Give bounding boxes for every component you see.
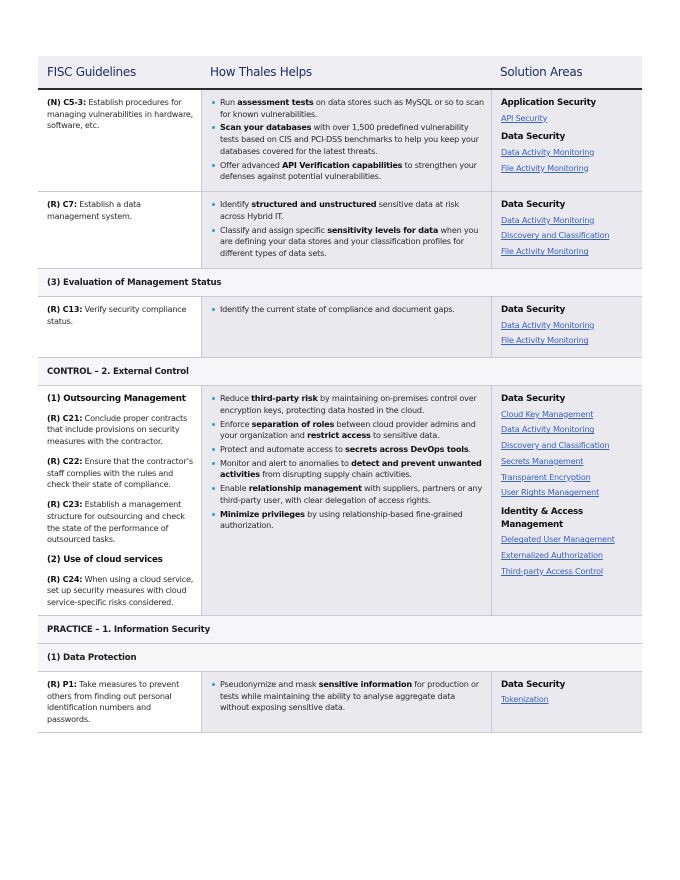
link-third-party-access-control[interactable]: Third-party Access Control [501,565,603,576]
fisc-table [38,56,642,733]
link-file-activity-monitoring[interactable]: File Activity Monitoring [501,335,589,346]
solution-cell [491,90,642,191]
table-row [38,297,642,358]
link-tokenization[interactable]: Tokenization [501,694,549,705]
guideline-cell: (R) C13: Verify security compliance status. [38,297,201,357]
help-list [211,393,485,532]
guideline-item: (R) C22: Ensure that the contractor’s staff complies with the rules and check their state of compliance. [47,455,193,490]
list-item: Run assessment tests on data stores such as MySQL or so to scan for known vulnerabilities. [211,97,485,120]
link-user-rights-management[interactable]: User Rights Management [501,487,600,498]
area-heading: Data Security [501,132,566,143]
link-data-activity-monitoring[interactable]: Data Activity Monitoring [501,214,595,225]
list-item: Offer advanced API Verification capabilities to strengthen your defenses against potential vulnerabilities. [211,160,485,183]
header-fisc-guidelines: FISC Guidelines [47,65,136,79]
guideline-item: (R) C21: Conclude proper contracts that include provisions on security measures with the contractor. [47,412,188,447]
help-list [211,199,485,260]
guideline-cell [38,386,201,615]
list-item: Pseudonymize and mask sensitive information for production or tests while maintaining the ability to analyse aggregate data without exposing sensitive data. [211,679,485,714]
list-item: Identify the current state of compliance and document gaps. [211,304,485,316]
help-cell [201,386,491,615]
list-item: Enable relationship management with suppliers, partners or any third-party user, with clear delegation of access rights. [211,483,485,506]
area-heading: Application Security [501,98,596,108]
link-api-security[interactable]: API Security [501,112,548,123]
header-how-thales-helps: How Thales Helps [210,65,312,79]
link-file-activity-monitoring[interactable]: File Activity Monitoring [501,246,589,257]
subheading: (1) Outsourcing Management [47,394,186,405]
table-row [38,672,642,733]
subheading: (2) Use of cloud services [47,554,163,565]
link-discovery-and-classification[interactable]: Discovery and Classification [501,230,610,241]
area-heading: Data Security [501,200,566,211]
list-item: Minimize privileges by using relationship-based fine-grained authorization. [211,509,485,532]
guideline-item: (R) C23: Establish a management structure for outsourcing and check the state of the performance of outsourced tasks. [47,499,185,545]
list-item: Monitor and alert to anomalies to detect and prevent unwanted activities from disrupting supply chain activities. [211,458,485,481]
link-delegated-user-management[interactable]: Delegated User Management [501,534,615,545]
link-discovery-and-classification[interactable]: Discovery and Classification [501,440,610,451]
guideline-cell: (R) P1: Take measures to prevent others from finding out personal identification numbers and passwords. [38,672,201,732]
solution-cell [491,192,642,268]
guideline-item: (R) C24: When using a cloud service, set up security measures with cloud service-specific risks considered. [47,573,194,608]
guideline-cell: (N) C5-3: Establish procedures for managing vulnerabilities in hardware, software, etc. [38,90,201,191]
header-solution-areas: Solution Areas [500,65,583,79]
solution-cell [491,672,642,732]
help-list [211,679,485,714]
table-row [38,192,642,269]
area-heading: Data Security [501,679,566,690]
section-heading: PRACTICE – 1. Information Security [38,616,642,644]
solution-cell [491,297,642,357]
list-item: Enforce separation of roles between cloud provider admins and your organization and restrict access to sensitive data. [211,419,485,442]
help-cell [201,672,491,732]
solution-cell [491,386,642,615]
help-cell [201,297,491,357]
area-heading: Data Security [501,394,566,405]
link-secrets-management[interactable]: Secrets Management [501,455,584,466]
help-list [211,97,485,183]
link-data-activity-monitoring[interactable]: Data Activity Monitoring [501,146,595,157]
area-heading: Data Security [501,304,566,315]
list-item: Reduce third-party risk by maintaining on-premises control over encryption keys, protecting data hosted in the cloud. [211,393,485,416]
table-row [38,90,642,192]
table-row [38,386,642,616]
guideline-cell: (R) C7: Establish a data management system. [38,192,201,268]
section-heading: CONTROL – 2. External Control [38,358,642,386]
help-cell [201,192,491,268]
table-header [38,56,642,90]
list-item: Identify structured and unstructured sensitive data at risk across Hybrid IT. [211,199,485,222]
link-transparent-encryption[interactable]: Transparent Encryption [501,471,591,482]
link-cloud-key-management[interactable]: Cloud Key Management [501,408,594,419]
list-item: Scan your databases with over 1,500 predefined vulnerability tests based on CIS and PCI-DSS benchmarks to help you keep your databases covered for the latest threats. [211,122,485,157]
list-item: Protect and automate access to secrets across DevOps tools. [211,444,485,456]
list-item: Classify and assign specific sensitivity levels for data when you are defining your data stores and your classification profiles for different types of data sets. [211,225,485,260]
section-heading: (3) Evaluation of Management Status [38,269,642,297]
help-list [211,304,485,316]
link-data-activity-monitoring[interactable]: Data Activity Monitoring [501,319,595,330]
area-heading: Identity & Access Management [501,507,583,530]
section-heading: (1) Data Protection [38,644,642,672]
help-cell [201,90,491,191]
link-file-activity-monitoring[interactable]: File Activity Monitoring [501,162,589,173]
link-data-activity-monitoring[interactable]: Data Activity Monitoring [501,424,595,435]
link-externalized-authorization[interactable]: Externalized Authorization [501,550,603,560]
